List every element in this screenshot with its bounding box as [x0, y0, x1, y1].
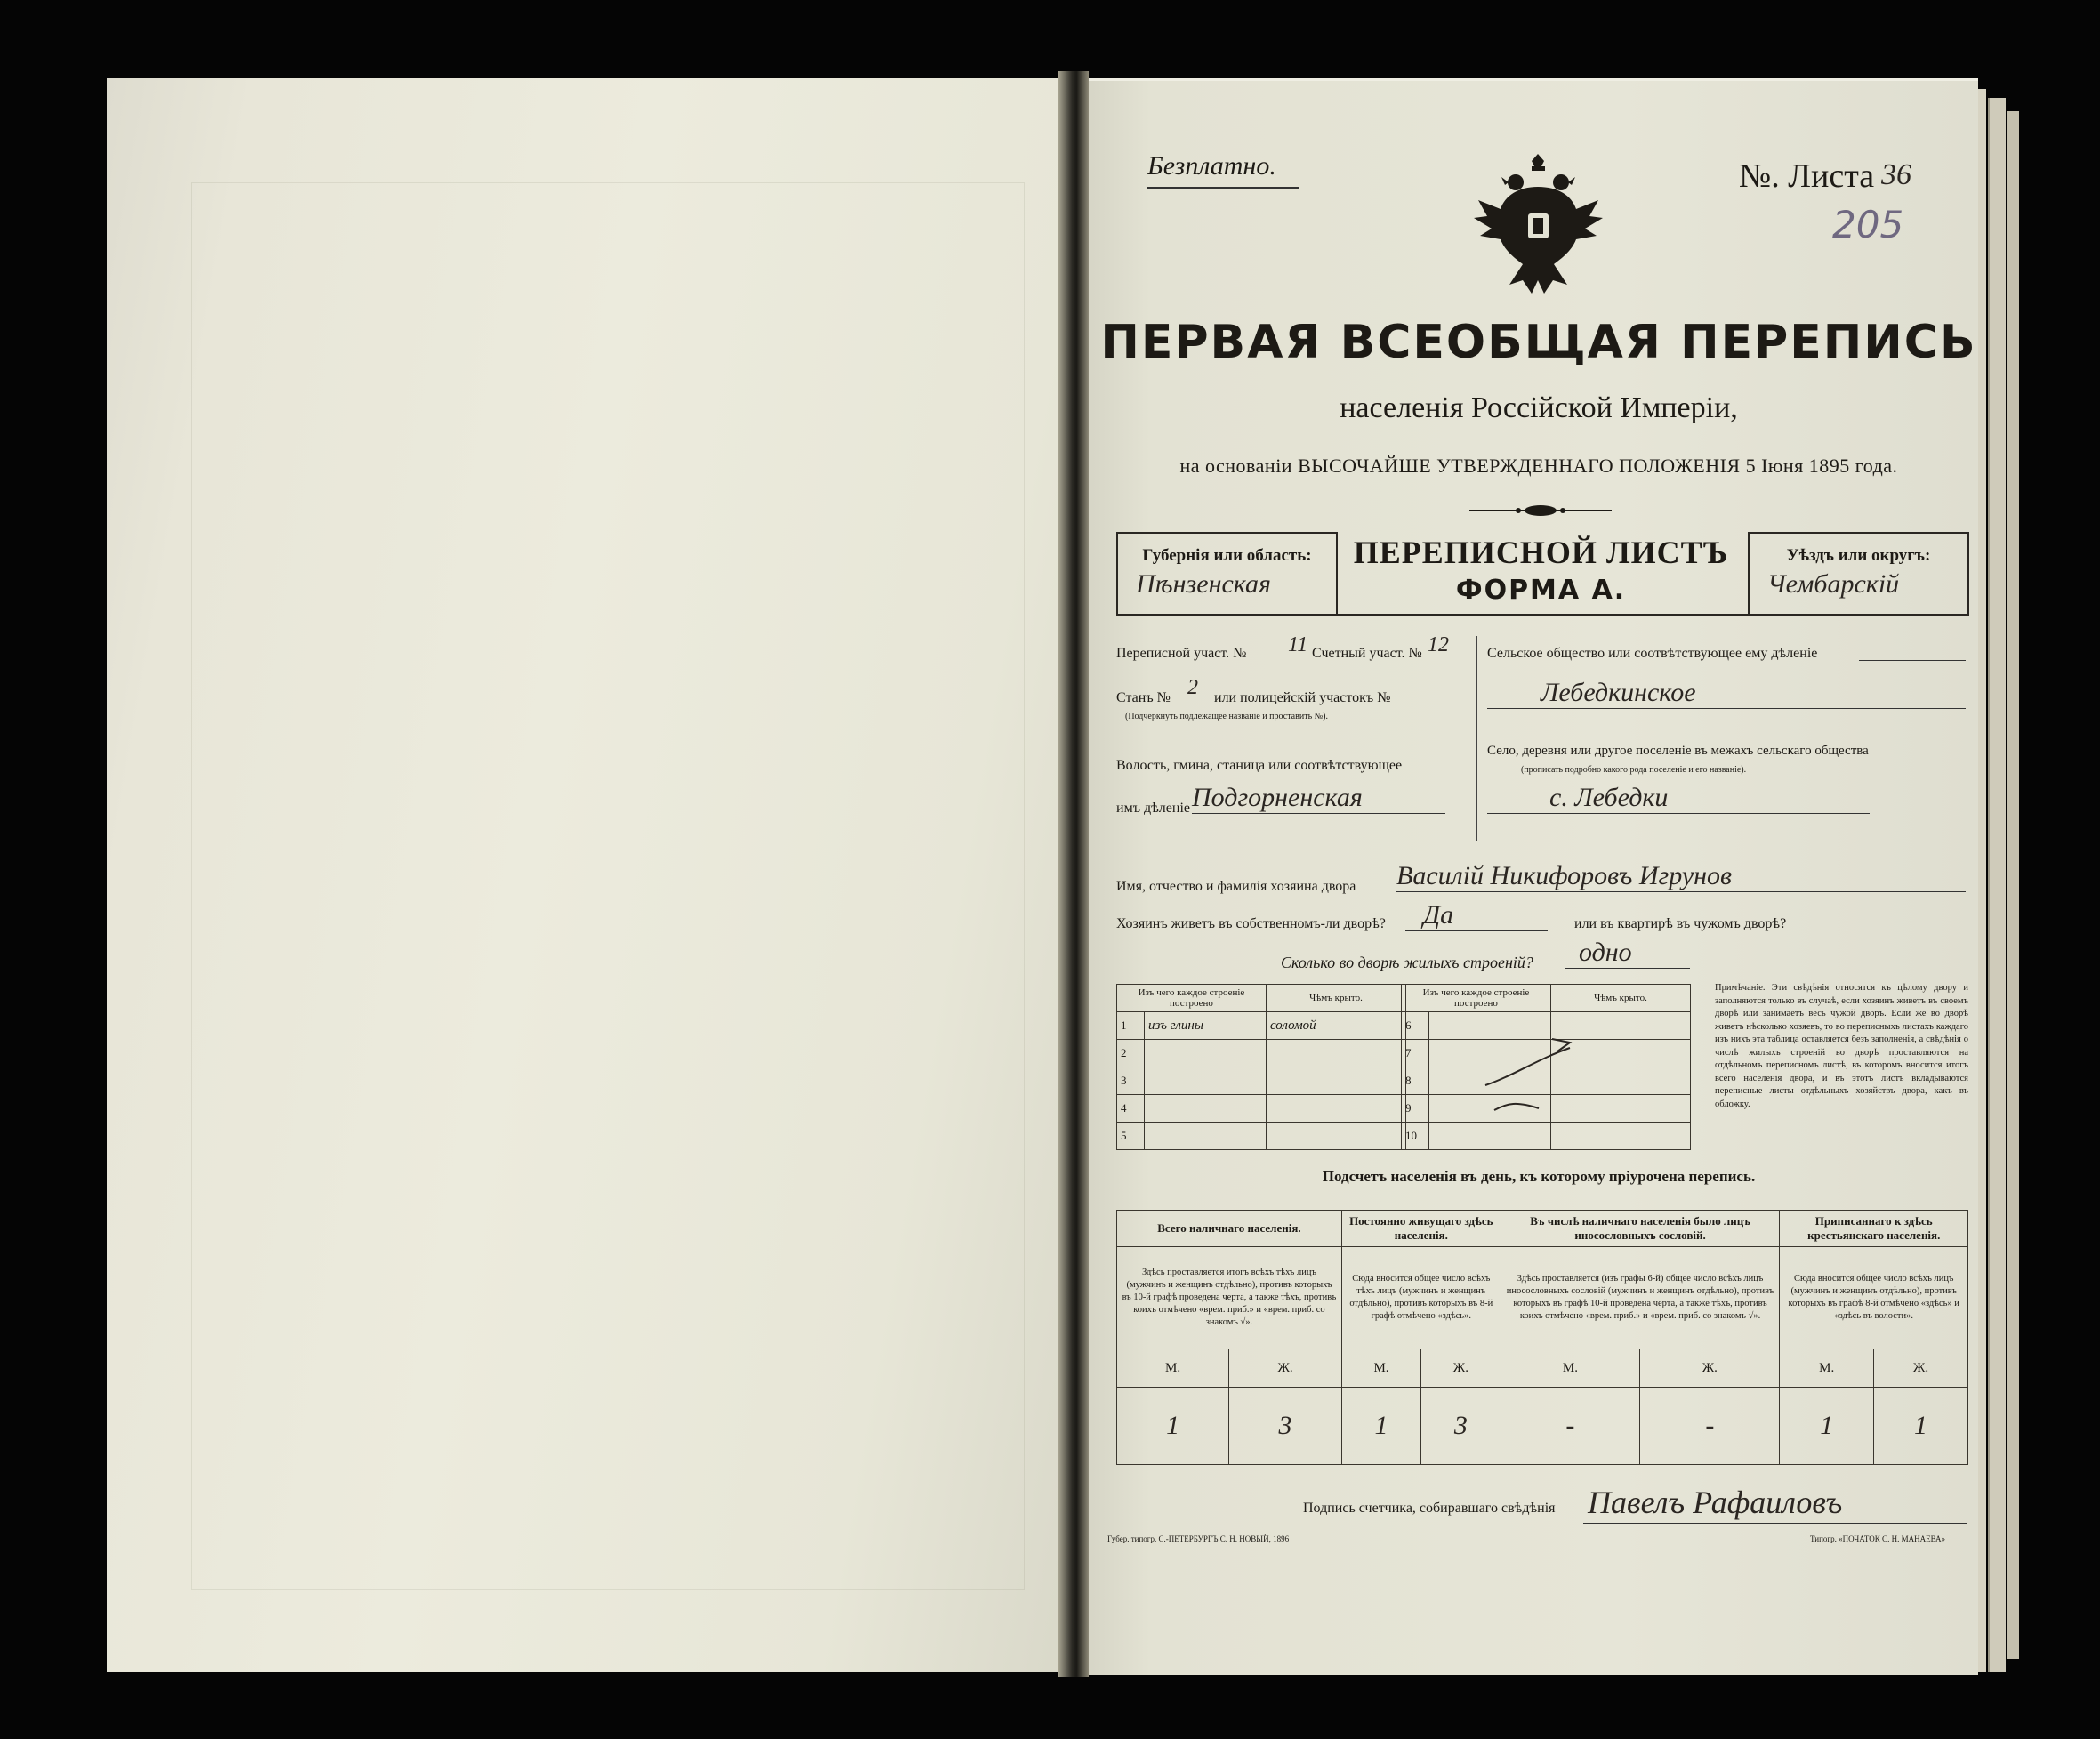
count-area-label: Счетный участ. № — [1312, 646, 1422, 661]
province-label: Губернія или область: — [1142, 546, 1312, 565]
present-male-count: 1 — [1117, 1388, 1229, 1465]
district-value: Чембарскій — [1767, 569, 1900, 599]
own-yard-value: Да — [1405, 900, 1548, 931]
other-estates-female-count: - — [1640, 1388, 1780, 1465]
roof-material — [1551, 1123, 1691, 1150]
building-material — [1145, 1123, 1267, 1150]
census-area-value: 11 — [1288, 633, 1308, 656]
row-number: 9 — [1402, 1095, 1429, 1123]
location-column-divider — [1476, 636, 1477, 841]
village-note: (прописать подробно какого рода поселеніе и его названіе). — [1521, 765, 1747, 775]
table-row — [1402, 1123, 1691, 1150]
col-desc-present: Здѣсь проставляется итогъ всѣхъ тѣхъ лицъ (мужчинъ и женщинъ отдѣльно), противъ которыхъ въ 10-й графѣ проведена черта, а также тѣхъ, противъ коихъ отмѣчено «врем. приб.» и «врем. приб. со знакомъ √». — [1117, 1247, 1342, 1349]
owner-name-value: Василій Никифоровъ Игрунов — [1396, 861, 1966, 892]
building-material — [1145, 1040, 1267, 1067]
buildings-count-label: Сколько во дворѣ жилыхъ строеній? — [1281, 954, 1533, 971]
col-desc-permanent: Сюда вносится общее число всѣхъ тѣхъ лицъ (мужчинъ и женщинъ отдѣльно), противъ которыхъ въ 8-й графѣ отмѣчено «здѣсь». — [1341, 1247, 1501, 1349]
province-value: Пѣнзенская — [1136, 569, 1272, 599]
sheet-number-label: №. Листа — [1739, 157, 1875, 195]
female-header: Ж. — [1229, 1349, 1342, 1388]
owner-name-label: Имя, отчество и фамилія хозяина двора — [1116, 879, 1356, 894]
present-female-count: 3 — [1229, 1388, 1342, 1465]
roof-material — [1267, 1095, 1406, 1123]
enumerator-signature-label: Подпись счетчика, собиравшаго свѣдѣнія — [1303, 1501, 1556, 1516]
rented-quarters-label: или въ квартирѣ въ чужомъ дворѣ? — [1574, 916, 1787, 931]
building-material — [1429, 1123, 1551, 1150]
district-label: Уѣздъ или округъ: — [1786, 546, 1931, 565]
double-headed-eagle-icon — [1469, 147, 1607, 302]
village-label: Село, деревня или другое поселеніе въ межахъ сельскаго общества — [1487, 744, 1869, 758]
col-header-what: Изъ чего каждое строеніе построено — [1402, 985, 1551, 1012]
volost-value: Подгорненская — [1192, 783, 1445, 814]
peasants-female-count: 1 — [1873, 1388, 1967, 1465]
left-page-faint-border — [191, 182, 1025, 1590]
building-material — [1145, 1067, 1267, 1095]
book-spine — [1058, 71, 1089, 1677]
row-number: 2 — [1117, 1040, 1145, 1067]
free-label: Безплатно. — [1147, 151, 1276, 181]
male-header: М. — [1341, 1349, 1420, 1388]
legal-basis-line: на основаніи ВЫСОЧАЙШЕ УТВЕРЖДЕННАГО ПОЛОЖЕНІЯ 5 Іюня 1895 года. — [1179, 455, 1898, 477]
col-header-present: Всего наличнаго населенія. — [1117, 1211, 1342, 1247]
table-row — [1117, 1012, 1406, 1040]
permanent-female-count: 3 — [1421, 1388, 1501, 1465]
printer-imprint-right: Типогр. «ПОЧАТОК С. Н. МАНАЕВА» — [1810, 1534, 1945, 1543]
buildings-note: Примѣчаніе. Эти свѣдѣнія относятся къ цѣлому двору и заполняются только въ случаѣ, если хозяинъ живетъ въ своемъ дворѣ или занимаетъ весь чужой дворъ. Если же во дворѣ живетъ нѣсколько хозяевъ, то во переписныхъ листахъ каждаго изъ нихъ эта таблица оставляется безъ заполненія, а свѣдѣнія о числѣ жилыхъ строеній во дворѣ проставляются на отдѣльномъ переписномъ листѣ, въ которомъ вносится итогъ всего населенія двора, и въ этотъ листъ вкладываются переписные листы отдѣльныхъ хозяйствъ двора, какъ въ обложку. — [1715, 983, 1968, 1109]
row-number: 5 — [1117, 1123, 1145, 1150]
col-header-roof: Чѣмъ крыто. — [1267, 985, 1406, 1012]
form-title: ФОРМА А. — [1455, 575, 1627, 606]
society-label: Сельское общество или соотвѣтствующее ему дѣленіе — [1487, 646, 1818, 661]
ornament-divider — [1469, 501, 1612, 520]
roof-material: соломой — [1267, 1012, 1406, 1040]
society-underline — [1859, 660, 1966, 661]
stan-label: Станъ № — [1116, 690, 1171, 705]
volost-label-2: имъ дѣленіе — [1116, 801, 1190, 816]
peasants-male-count: 1 — [1780, 1388, 1874, 1465]
row-number: 1 — [1117, 1012, 1145, 1040]
row-number: 10 — [1402, 1123, 1429, 1150]
permanent-male-count: 1 — [1341, 1388, 1420, 1465]
col-desc-other-estates: Здѣсь проставляется (изъ графы 6-й) общее число всѣхъ лицъ иносословныхъ сословій (мужчинъ и женщинъ отдѣльно), противъ которыхъ въ графѣ 10-й проведена черта, а также тѣхъ, противъ коихъ отмѣчено «врем. приб.» и «врем. приб. со знакомъ √». — [1501, 1247, 1780, 1349]
building-material: изъ глины — [1145, 1012, 1267, 1040]
col-header-permanent: Постоянно живущаго здѣсь населенія. — [1341, 1211, 1501, 1247]
roof-material — [1267, 1067, 1406, 1095]
table-row — [1117, 1095, 1406, 1123]
male-header: М. — [1780, 1349, 1874, 1388]
header-rule — [1116, 614, 1968, 616]
table-row — [1117, 1040, 1406, 1067]
buildings-count-value: одно — [1565, 938, 1690, 969]
building-material — [1145, 1095, 1267, 1123]
male-header: М. — [1501, 1349, 1640, 1388]
volost-label: Волость, гмина, станица или соотвѣтствующее — [1116, 758, 1403, 773]
col-header-roof: Чѣмъ крыто. — [1551, 985, 1691, 1012]
page-stack-edge — [1988, 98, 2006, 1672]
handwritten-strike-marks — [1476, 1032, 1601, 1116]
census-area-label: Переписной участ. № — [1116, 646, 1247, 661]
male-header: М. — [1117, 1349, 1229, 1388]
row-number: 3 — [1117, 1067, 1145, 1095]
female-header: Ж. — [1421, 1349, 1501, 1388]
printer-imprint-left: Губер. типогр. С.-ПЕТЕРБУРГЪ С. Н. НОВЫЙ, 1896 — [1107, 1534, 1290, 1543]
female-header: Ж. — [1640, 1349, 1780, 1388]
table-row — [1117, 1388, 1968, 1465]
other-estates-male-count: - — [1501, 1388, 1640, 1465]
col-desc-peasants: Сюда вносится общее число всѣхъ лицъ (мужчинъ и женщинъ отдѣльно), противъ которыхъ въ графѣ 8-й отмѣчено «здѣсь» и «здѣсь въ волости». — [1780, 1247, 1968, 1349]
society-value: Лебедкинское — [1487, 678, 1966, 709]
census-subtitle: населенія Россійской Имперіи, — [1340, 391, 1738, 424]
signature-underline — [1583, 1523, 1967, 1524]
row-number: 6 — [1402, 1012, 1429, 1040]
police-area-note: (Подчеркнуть подлежащее названіе и проставить №). — [1125, 712, 1328, 721]
census-title: ПЕРВАЯ ВСЕОБЩАЯ ПЕРЕПИСЬ — [1100, 316, 1977, 369]
free-label-underline — [1147, 187, 1299, 189]
population-title: Подсчетъ населенія въ день, къ которому пріурочена перепись. — [1322, 1168, 1756, 1185]
village-value: с. Лебедки — [1487, 783, 1870, 814]
female-header: Ж. — [1873, 1349, 1967, 1388]
roof-material — [1267, 1123, 1406, 1150]
table-row — [1117, 1123, 1406, 1150]
district-box — [1748, 532, 1969, 616]
sheet-title: ПЕРЕПИСНОЙ ЛИСТЪ — [1353, 535, 1729, 570]
col-header-other-estates: Въ числѣ наличнаго населенія было лицъ иносословныхъ сословій. — [1501, 1211, 1780, 1247]
population-table — [1116, 1210, 1968, 1465]
col-header-peasants: Приписаннаго к здѣсь крестьянскаго населенія. — [1780, 1211, 1968, 1247]
count-area-value: 12 — [1428, 633, 1449, 656]
province-box — [1116, 532, 1338, 616]
row-number: 4 — [1117, 1095, 1145, 1123]
stan-value: 2 — [1187, 676, 1198, 699]
page-stack-edge — [2007, 111, 2019, 1659]
col-header-what: Изъ чего каждое строеніе построено — [1117, 985, 1267, 1012]
row-number: 8 — [1402, 1067, 1429, 1095]
buildings-table-left — [1116, 984, 1406, 1150]
table-row — [1117, 1067, 1406, 1095]
row-number: 7 — [1402, 1040, 1429, 1067]
archive-stamp-number: 205 — [1832, 203, 1904, 246]
enumerator-signature: Павелъ Рафаиловъ — [1588, 1485, 1843, 1520]
own-yard-label: Хозяинъ живетъ въ собственномъ-ли дворѣ? — [1116, 916, 1386, 931]
police-area-label: или полицейскій участокъ № — [1214, 690, 1391, 705]
sheet-number-value: 36 — [1881, 158, 1911, 191]
roof-material — [1267, 1040, 1406, 1067]
